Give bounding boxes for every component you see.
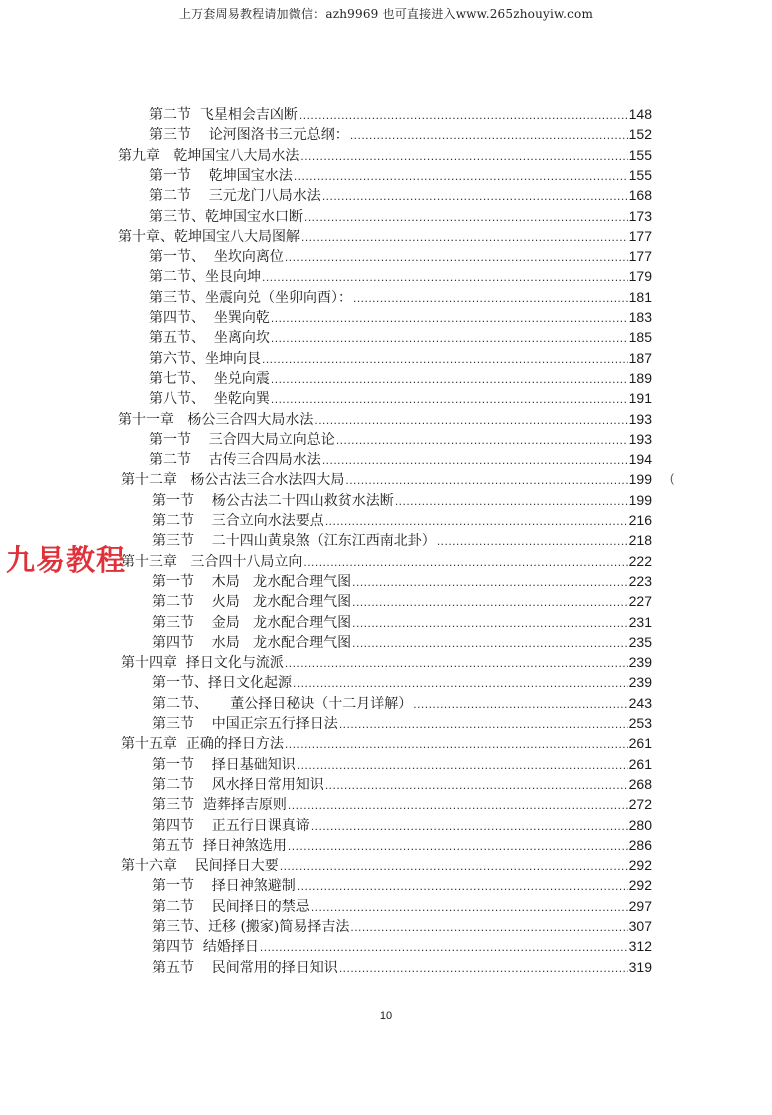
toc-leader-dots: [271, 308, 628, 328]
toc-entry-title: 第十三章 三合四十八局立向: [121, 553, 303, 570]
toc-entry-title: 第四节 水局 龙水配合理气图: [152, 634, 352, 651]
toc-entry-title: 第二节 飞星相会吉凶断: [149, 107, 298, 123]
toc-entry-page: 307: [628, 918, 652, 934]
toc-leader-dots: [299, 105, 628, 125]
toc-entry-title: 第二节 风水择日常用知识: [152, 776, 324, 793]
toc-section-entry[interactable]: [152, 632, 652, 652]
toc-section-entry[interactable]: [152, 713, 652, 733]
toc-leader-dots: [271, 328, 628, 348]
toc-entry-title: 第一节 木局 龙水配合理气图: [152, 573, 352, 590]
toc-section-entry[interactable]: [149, 206, 652, 226]
toc-entry-page: 193: [628, 410, 652, 427]
toc-leader-dots: [285, 734, 628, 754]
toc-entry-page: 148: [628, 106, 652, 122]
toc-entry-page: 268: [628, 775, 652, 792]
toc-entry-page: 312: [628, 938, 652, 955]
toc-entry-page: 181: [628, 288, 652, 305]
toc-section-entry[interactable]: [152, 916, 652, 936]
toc-leader-dots: [350, 125, 628, 145]
toc-entry-title: 第五节、 坐离向坎: [149, 330, 270, 347]
toc-leader-dots: [271, 389, 628, 409]
toc-entry-title: 第十四章 择日文化与流派: [121, 655, 284, 672]
toc-chapter-entry[interactable]: [121, 855, 652, 875]
toc-leader-dots: [311, 897, 628, 917]
toc-entry-page: 261: [628, 755, 652, 772]
toc-entry-page: 239: [628, 674, 652, 691]
toc-entry-page: 193: [628, 430, 652, 447]
toc-leader-dots: [437, 531, 628, 551]
toc-section-entry[interactable]: [149, 185, 652, 205]
toc-entry-page: 216: [628, 512, 652, 528]
toc-leader-dots: [395, 491, 628, 511]
toc-entry-title: 第四节、 坐巽向乾: [149, 310, 270, 326]
toc-entry-page: 194: [628, 451, 652, 468]
toc-leader-dots: [352, 592, 627, 612]
toc-entry-title: 第一节 三合四大局立向总论: [149, 431, 335, 448]
toc-leader-dots: [353, 288, 628, 308]
toc-leader-dots: [304, 207, 628, 227]
toc-entry-title: 第五节 民间常用的择日知识: [152, 959, 338, 976]
toc-entry-page: 292: [628, 857, 652, 874]
toc-leader-dots: [303, 552, 627, 572]
toc-entry-page: 235: [628, 633, 652, 650]
toc-leader-dots: [271, 369, 628, 389]
toc-entry-page: 185: [628, 329, 652, 346]
toc-entry-title: 第十一章 杨公三合四大局水法: [118, 411, 314, 428]
toc-entry-page: 152: [628, 126, 652, 143]
toc-leader-dots: [352, 613, 627, 633]
toc-section-entry[interactable]: [149, 368, 652, 388]
toc-leader-dots: [352, 633, 627, 653]
toc-leader-dots: [297, 876, 628, 896]
toc-leader-dots: [322, 186, 628, 206]
toc-entry-title: 第一节、 坐坎向离位: [149, 249, 284, 266]
toc-leader-dots: [297, 755, 628, 775]
toc-section-entry[interactable]: [152, 490, 652, 510]
toc-entry-page: 189: [628, 369, 652, 386]
toc-entry-page: 292: [628, 877, 652, 894]
toc-entry-title: 第九章 乾坤国宝八大局水法: [118, 147, 300, 164]
toc-section-entry[interactable]: [152, 530, 652, 550]
toc-leader-dots: [262, 267, 628, 287]
toc-section-entry[interactable]: [149, 246, 652, 266]
toc-entry-title: 第二节 火局 龙水配合理气图: [152, 594, 352, 611]
toc-section-entry[interactable]: [152, 672, 652, 692]
toc-entry-title: 第八节、 坐乾向巽: [149, 391, 270, 408]
toc-entry-page: 222: [628, 552, 652, 569]
toc-entry-title: 第一节 乾坤国宝水法: [149, 167, 293, 184]
toc-leader-dots: [325, 511, 628, 531]
toc-section-entry[interactable]: [149, 307, 652, 327]
toc-entry-page: 155: [628, 146, 652, 163]
toc-entry-title: 第五节 择日神煞选用: [152, 837, 287, 854]
toc-leader-dots: [285, 653, 628, 673]
toc-entry-title: 第四节 结婚择日: [152, 939, 259, 956]
toc-entry-title: 第一节 杨公古法二十四山救贫水法断: [152, 492, 394, 509]
toc-leader-dots: [300, 146, 627, 166]
toc-section-entry[interactable]: [152, 693, 652, 713]
toc-entry-page: 272: [628, 796, 652, 813]
toc-section-entry[interactable]: [149, 287, 652, 307]
toc-leader-dots: [293, 673, 628, 693]
toc-leader-dots: [311, 816, 628, 836]
toc-entry-title: 第十五章 正确的择日方法: [121, 736, 284, 753]
toc-entry-page: 253: [628, 715, 652, 731]
margin-mark: (: [670, 471, 674, 485]
toc-section-entry[interactable]: [152, 896, 652, 916]
toc-section-entry[interactable]: [152, 510, 652, 530]
toc-leader-dots: [294, 166, 628, 186]
toc-entry-title: 第二节、 董公择日秘诀（十二月详解）: [152, 695, 413, 712]
toc-section-entry[interactable]: [152, 936, 652, 956]
toc-entry-page: 261: [628, 735, 652, 752]
toc-entry-title: 第十章、乾坤国宝八大局图解: [118, 228, 300, 245]
toc-leader-dots: [336, 430, 628, 450]
toc-leader-dots: [260, 937, 628, 957]
toc-entry-page: 187: [628, 349, 652, 366]
toc-section-entry[interactable]: [149, 388, 652, 408]
toc-entry-title: 第二节 三合立向水法要点: [152, 513, 324, 529]
toc-leader-dots: [322, 450, 628, 470]
toc-entry-page: 199: [628, 491, 652, 508]
toc-section-entry[interactable]: [149, 449, 652, 469]
toc-entry-page: 319: [628, 958, 652, 975]
toc-leader-dots: [413, 694, 627, 714]
toc-section-entry[interactable]: [152, 875, 652, 895]
toc-entry-title: 第一节 择日神煞避制: [152, 878, 296, 895]
toc-entry-title: 第三节 造葬择吉原则: [152, 797, 287, 814]
toc-section-entry[interactable]: [152, 591, 652, 611]
toc-entry-page: 286: [628, 836, 652, 853]
toc-section-entry[interactable]: [152, 957, 652, 977]
toc-leader-dots: [325, 775, 628, 795]
toc-leader-dots: [339, 958, 628, 978]
toc-section-entry[interactable]: [152, 754, 652, 774]
toc-section-entry[interactable]: [149, 104, 652, 124]
toc-entry-page: 177: [628, 248, 652, 265]
toc-entry-title: 第二节 民间择日的禁忌: [152, 898, 310, 915]
toc-entry-page: 199: [628, 471, 652, 488]
toc-section-entry[interactable]: [149, 348, 652, 368]
toc-leader-dots: [350, 917, 627, 937]
toc-entry-title: 第三节 金局 龙水配合理气图: [152, 614, 352, 631]
toc-chapter-entry[interactable]: [121, 733, 652, 753]
toc-section-entry[interactable]: [149, 429, 652, 449]
toc-entry-title: 第一节 择日基础知识: [152, 756, 296, 773]
toc-entry-title: 第二节 三元龙门八局水法: [149, 188, 321, 205]
toc-leader-dots: [301, 227, 628, 247]
toc-leader-dots: [339, 714, 628, 734]
toc-entry-title: 第十二章 杨公古法三合水法四大局: [121, 472, 345, 489]
toc-entry-page: 231: [628, 613, 652, 630]
toc-entry-page: 168: [628, 187, 652, 204]
toc-entry-page: 177: [628, 227, 652, 244]
toc-entry-title: 第七节、 坐兑向震: [149, 370, 270, 387]
toc-entry-page: 191: [628, 390, 652, 407]
toc-entry-title: 第三节、迁移 (搬家)简易择吉法: [152, 919, 350, 935]
toc-entry-page: 243: [628, 694, 652, 711]
toc-section-entry[interactable]: [152, 794, 652, 814]
toc-entry-page: 297: [628, 897, 652, 914]
toc-entry-title: 第三节、乾坤国宝水口断: [149, 208, 303, 225]
toc-chapter-entry[interactable]: [121, 652, 652, 672]
toc-leader-dots: [288, 836, 628, 856]
toc-entry-title: 第二节 古传三合四局水法: [149, 452, 321, 469]
toc-entry-title: 第三节 中国正宗五行择日法: [152, 716, 338, 732]
toc-entry-title: 第二节、坐艮向坤: [149, 269, 261, 286]
toc-entry-page: 183: [628, 309, 652, 325]
toc-section-entry[interactable]: [152, 774, 652, 794]
toc-entry-page: 239: [628, 654, 652, 671]
toc-leader-dots: [352, 572, 627, 592]
toc-entry-title: 第一节、择日文化起源: [152, 675, 292, 692]
toc-chapter-entry[interactable]: [121, 469, 652, 489]
toc-chapter-entry[interactable]: [121, 551, 652, 571]
toc-leader-dots: [285, 247, 628, 267]
toc-section-entry[interactable]: [152, 835, 652, 855]
toc-section-entry[interactable]: [149, 124, 652, 144]
page-header-banner: 上万套周易教程请加微信：azh9969 也可直接进入www.265zhouyiw.com: [178, 7, 594, 21]
toc-entry-title: 第四节 正五行日课真谛: [152, 817, 310, 834]
toc-leader-dots: [345, 470, 627, 490]
toc-section-entry[interactable]: [149, 165, 652, 185]
toc-section-entry[interactable]: [149, 327, 652, 347]
watermark-logo: 九易教程: [6, 543, 127, 577]
toc-entry-title: 第三节 论河图洛书三元总纲：: [149, 127, 349, 144]
toc-section-entry[interactable]: [152, 612, 652, 632]
toc-entry-page: 218: [628, 532, 652, 549]
toc-leader-dots: [280, 856, 628, 876]
toc-entry-title: 第三节、坐震向兑（坐卯向酉）：: [149, 289, 352, 306]
toc-entry-title: 第十六章 民间择日大要: [121, 858, 279, 875]
toc-entry-page: 173: [628, 207, 652, 224]
toc-chapter-entry[interactable]: [118, 226, 652, 246]
toc-section-entry[interactable]: [152, 571, 652, 591]
toc-section-entry[interactable]: [152, 815, 652, 835]
toc-chapter-entry[interactable]: [118, 145, 652, 165]
toc-section-entry[interactable]: [149, 266, 652, 286]
toc-entry-title: 第六节、坐坤向艮: [149, 350, 261, 367]
toc-leader-dots: [314, 410, 627, 430]
toc-entry-page: 280: [628, 816, 652, 833]
page-number: 10: [379, 1010, 393, 1022]
toc-leader-dots: [262, 349, 628, 369]
toc-entry-page: 227: [628, 593, 652, 610]
toc-entry-title: 第三节 二十四山黄泉煞（江东江西南北卦）: [152, 533, 436, 550]
toc-leader-dots: [288, 795, 628, 815]
toc-entry-page: 155: [628, 166, 652, 183]
toc-entry-page: 179: [628, 268, 652, 285]
toc-entry-page: 223: [628, 572, 652, 589]
toc-chapter-entry[interactable]: [118, 409, 652, 429]
